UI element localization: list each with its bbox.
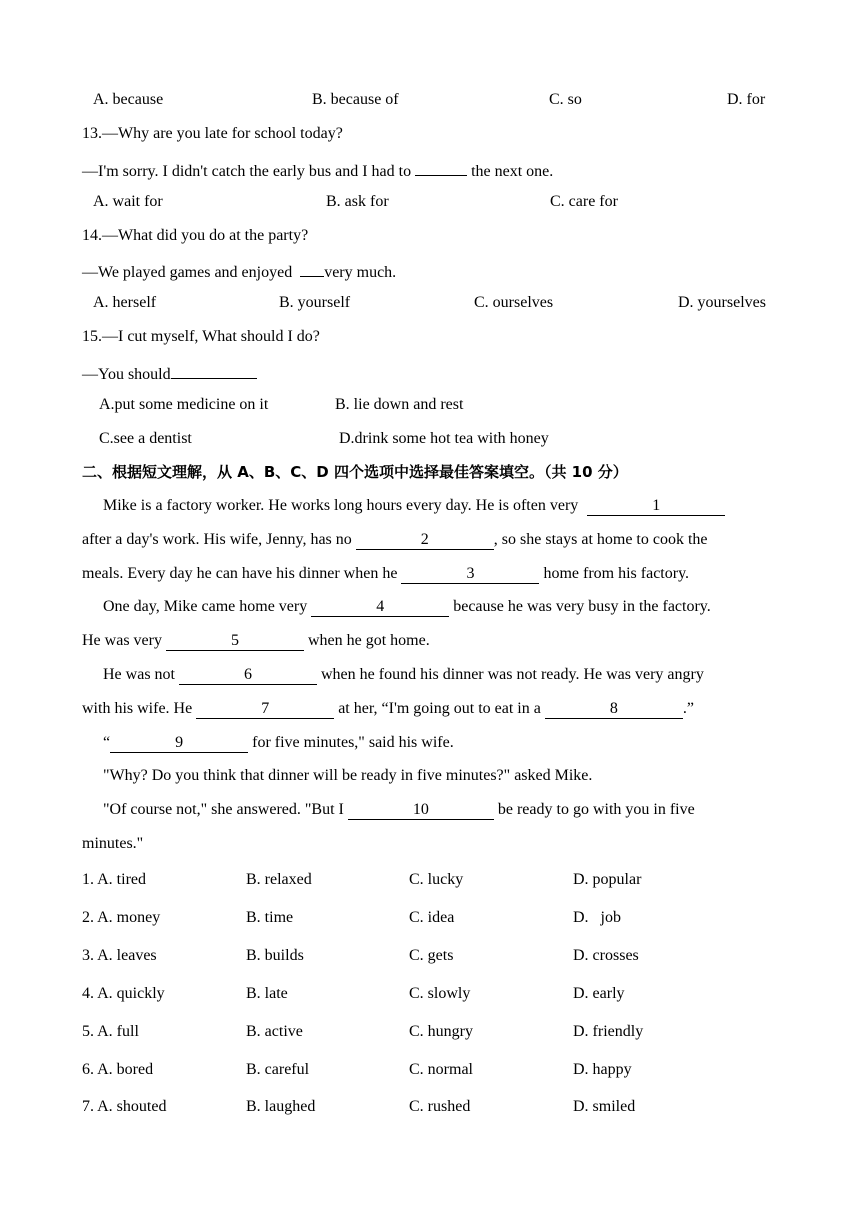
choice-option: C. normal xyxy=(409,1061,473,1078)
q12-option-d: D. for xyxy=(727,91,766,108)
blank-2: 2 xyxy=(356,532,494,550)
q15-option-d: D.drink some hot tea with honey xyxy=(339,430,549,447)
choice-row-5 xyxy=(82,1022,139,1042)
choice-option: 7. A. shouted xyxy=(82,1098,167,1115)
choice-option: B. relaxed xyxy=(246,871,312,888)
passage-text: "Of course not," she answered. "But I xyxy=(103,801,348,818)
passage-line-10 xyxy=(103,800,695,820)
passage-line-11: minutes." xyxy=(82,835,144,852)
blank-5: 5 xyxy=(166,633,304,651)
q13-answer-post: the next one. xyxy=(467,163,554,180)
blank-4: 4 xyxy=(311,599,449,617)
passage-text: home from his factory. xyxy=(539,565,690,582)
q13-answer-pre: —I'm sorry. I didn't catch the early bus and I had to xyxy=(82,163,416,180)
q14-option-b: B. yourself xyxy=(279,294,351,311)
passage-line-6 xyxy=(103,665,704,685)
passage-text: when he got home. xyxy=(303,632,430,649)
passage-text: He was not xyxy=(103,666,179,683)
q12-option-a: A. because xyxy=(93,91,164,108)
blank-10: 10 xyxy=(348,802,494,820)
choice-option: C. lucky xyxy=(409,871,464,888)
q15-option-b: B. lie down and rest xyxy=(335,396,464,413)
choice-row-7 xyxy=(82,1097,166,1117)
choice-option: B. active xyxy=(246,1023,303,1040)
choice-option: B. laughed xyxy=(246,1098,316,1115)
passage-line-5 xyxy=(82,631,430,651)
passage-text: for five minutes," said his wife. xyxy=(248,734,454,751)
q12-option-b: B. because of xyxy=(312,91,399,108)
choice-option: D. job xyxy=(573,909,621,926)
q14-answer xyxy=(82,259,396,283)
choice-option: D. popular xyxy=(573,871,642,888)
q14-option-a: A. herself xyxy=(93,294,157,311)
q14-option-c: C. ourselves xyxy=(474,294,554,311)
choice-option: D. smiled xyxy=(573,1098,636,1115)
choice-option: 6. A. bored xyxy=(82,1061,154,1078)
passage-line-7 xyxy=(82,699,694,719)
blank-6: 6 xyxy=(179,667,317,685)
passage-text: at her, “I'm going out to eat in a xyxy=(334,700,545,717)
choice-option: 4. A. quickly xyxy=(82,985,165,1002)
choice-option: C. rushed xyxy=(409,1098,471,1115)
choice-option: C. slowly xyxy=(409,985,471,1002)
choice-row-4 xyxy=(82,984,165,1004)
passage-text: after a day's work. His wife, Jenny, has no xyxy=(82,531,356,548)
q12-option-c: C. so xyxy=(549,91,582,108)
blank-8: 8 xyxy=(545,701,683,719)
passage-line-9: "Why? Do you think that dinner will be ready in five minutes?" asked Mike. xyxy=(103,767,593,784)
choice-row-6 xyxy=(82,1060,153,1080)
choice-option: B. time xyxy=(246,909,294,926)
q13-option-c: C. care for xyxy=(550,193,618,210)
q13-answer xyxy=(82,158,553,182)
passage-line-2 xyxy=(82,530,708,550)
q13-question: 13.—Why are you late for school today? xyxy=(82,125,343,142)
passage-text: .” xyxy=(682,700,694,717)
choice-row-1 xyxy=(82,870,146,890)
q15-answer xyxy=(82,361,257,385)
q13-blank xyxy=(415,158,467,176)
passage-text: , so she stays at home to cook the xyxy=(493,531,708,548)
q14-blank xyxy=(300,259,324,277)
q13-option-a: A. wait for xyxy=(93,193,163,210)
q15-option-a: A.put some medicine on it xyxy=(99,396,269,413)
q13-option-b: B. ask for xyxy=(326,193,389,210)
q15-question: 15.—I cut myself, What should I do? xyxy=(82,328,320,345)
blank-7: 7 xyxy=(196,701,334,719)
section-2-title: 二、根据短文理解，从 A、B、C、D 四个选项中选择最佳答案填空。（共 10 分） xyxy=(82,463,628,481)
q14-option-d: D. yourselves xyxy=(678,294,766,311)
passage-text: be ready to go with you in five xyxy=(493,801,695,818)
choice-row-2 xyxy=(82,908,160,928)
choice-option: 2. A. money xyxy=(82,909,161,926)
passage-line-1 xyxy=(103,496,725,516)
choice-option: C. gets xyxy=(409,947,454,964)
choice-option: D. friendly xyxy=(573,1023,644,1040)
passage-line-4 xyxy=(103,597,711,617)
choice-option: D. happy xyxy=(573,1061,632,1078)
choice-option: B. late xyxy=(246,985,288,1002)
passage-text: Mike is a factory worker. He works long hours every day. He is often very xyxy=(103,497,583,514)
passage-text: meals. Every day he can have his dinner when he xyxy=(82,565,402,582)
q14-answer-pre: —We played games and enjoyed xyxy=(82,264,297,281)
choice-option: B. careful xyxy=(246,1061,310,1078)
choice-option: C. idea xyxy=(409,909,455,926)
passage-text: because he was very busy in the factory. xyxy=(449,598,711,615)
passage-line-3 xyxy=(82,564,689,584)
q15-option-c: C.see a dentist xyxy=(99,430,192,447)
choice-option: D. early xyxy=(573,985,625,1002)
blank-3: 3 xyxy=(401,566,539,584)
choice-option: 5. A. full xyxy=(82,1023,139,1040)
q15-blank xyxy=(171,361,257,379)
q14-question: 14.—What did you do at the party? xyxy=(82,227,309,244)
blank-1: 1 xyxy=(587,498,725,516)
choice-option: 1. A. tired xyxy=(82,871,146,888)
passage-text: “ xyxy=(103,734,111,751)
choice-option: 3. A. leaves xyxy=(82,947,157,964)
passage-line-8 xyxy=(103,733,454,753)
q14-answer-post: very much. xyxy=(324,264,397,281)
choice-option: C. hungry xyxy=(409,1023,473,1040)
choice-option: B. builds xyxy=(246,947,304,964)
choice-option: D. crosses xyxy=(573,947,639,964)
blank-9: 9 xyxy=(110,735,248,753)
passage-text: One day, Mike came home very xyxy=(103,598,312,615)
passage-text: He was very xyxy=(82,632,166,649)
q15-answer-pre: —You should xyxy=(82,366,171,383)
passage-text: when he found his dinner was not ready. He was very angry xyxy=(316,666,704,683)
passage-text: with his wife. He xyxy=(82,700,197,717)
choice-row-3 xyxy=(82,946,157,966)
